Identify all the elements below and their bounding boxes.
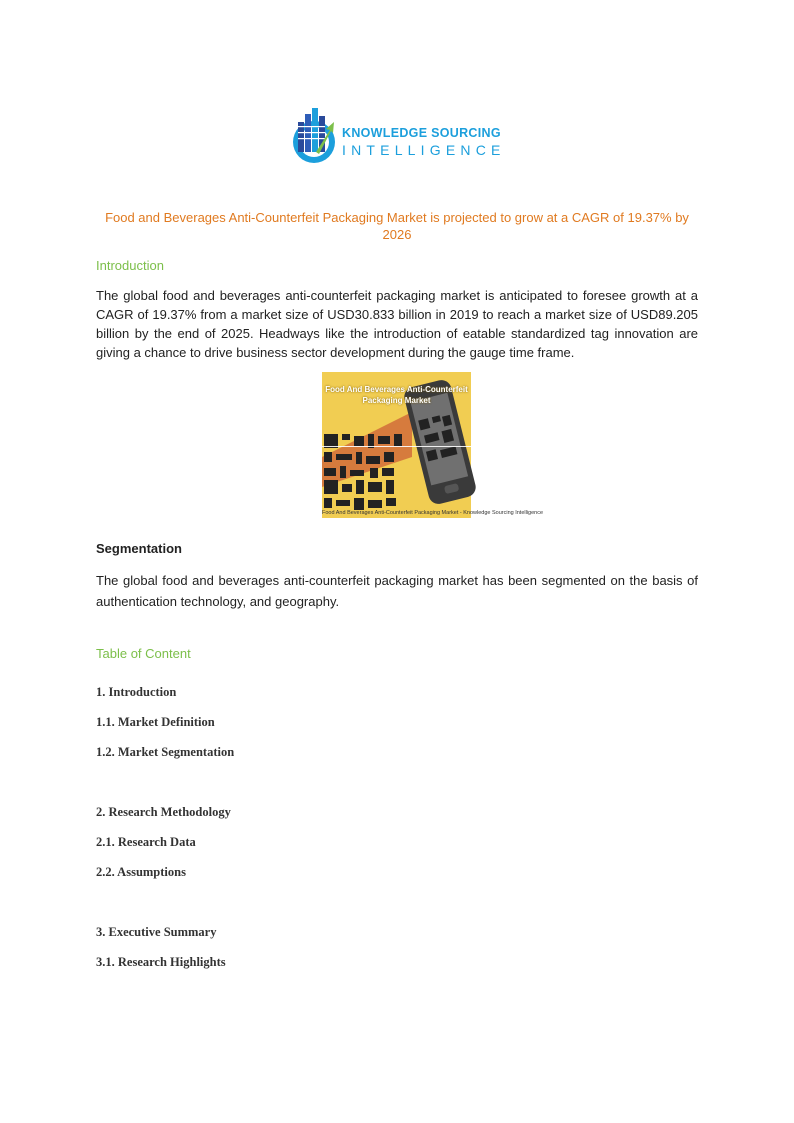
logo-line-1: KNOWLEDGE SOURCING	[342, 126, 501, 140]
toc-item: 1.1. Market Definition	[96, 715, 215, 729]
logo-line-2: INTELLIGENCE	[342, 142, 506, 158]
market-figure-image	[322, 372, 544, 518]
company-logo	[290, 104, 510, 166]
toc-item: 2.2. Assumptions	[96, 865, 186, 879]
figure-title: Food And Beverages Anti-Counterfeit Packaging Market	[325, 385, 468, 405]
toc-item: 2.1. Research Data	[96, 835, 196, 849]
report-title: Food and Beverages Anti-Counterfeit Packaging Market is projected to grow at a CAGR of 19.37% by 2026	[105, 210, 689, 242]
segmentation-heading: Segmentation	[96, 541, 182, 556]
toc-item: 3.1. Research Highlights	[96, 955, 226, 969]
logo-emblem-icon	[290, 104, 340, 166]
toc-item: 1. Introduction	[96, 685, 177, 699]
introduction-heading: Introduction	[96, 258, 164, 273]
toc-item: 2. Research Methodology	[96, 805, 231, 819]
toc-item: 3. Executive Summary	[96, 925, 217, 939]
segmentation-text: The global food and beverages anti-counterfeit packaging market has been segmented on the basis of authentication technology, and geography.	[96, 573, 698, 609]
introduction-text: The global food and beverages anti-counterfeit packaging market is anticipated to foresee growth at a CAGR of 19.37% from a market size of USD30.833 billion in 2019 to reach a market size of USD89.205 billion by the end of 2025. Headways like the introduction of eatable standardized tag innovation are giving a chance to drive business sector development during the gauge time frame.	[96, 288, 698, 360]
figure-caption: Food And Beverages Anti-Counterfeit Packaging Market - Knowledge Sourcing Intelligence	[322, 510, 544, 516]
toc-heading: Table of Content	[96, 646, 191, 661]
toc-item: 1.2. Market Segmentation	[96, 745, 235, 759]
